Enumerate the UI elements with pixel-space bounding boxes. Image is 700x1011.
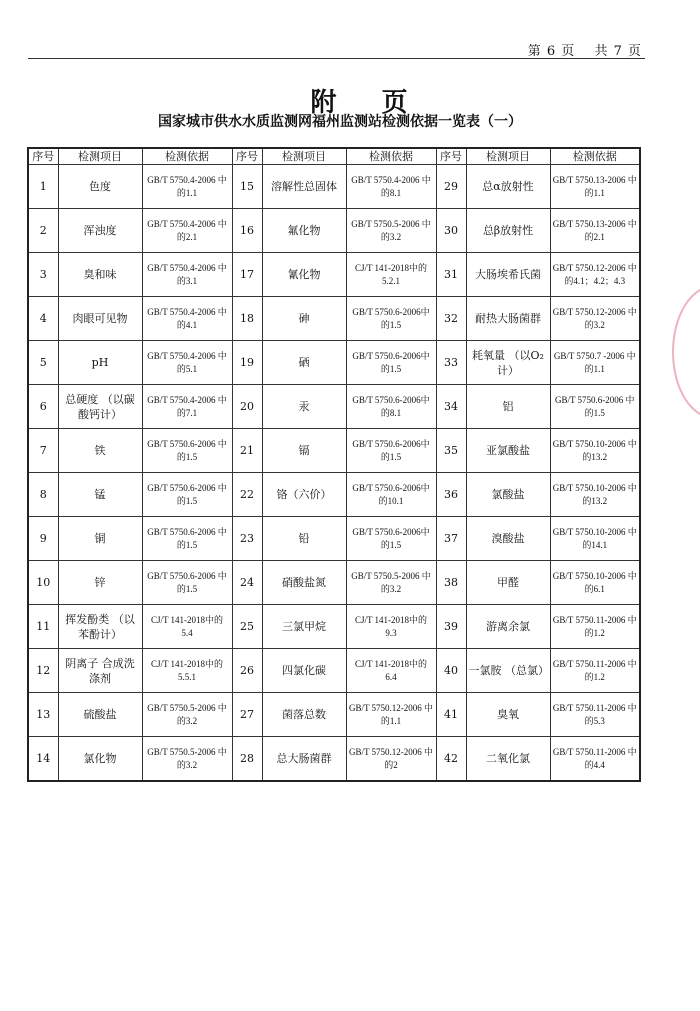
header-rule: [28, 58, 645, 59]
cell-basis: GB/T 5750.4-2006 中的1.1: [142, 165, 232, 209]
cell-basis: GB/T 5750.6-2006 中的1.5: [142, 429, 232, 473]
cell-test-item: 镉: [262, 429, 346, 473]
cell-basis: GB/T 5750.6-2006中 的1.5: [346, 517, 436, 561]
cell-test-item: 硝酸盐氮: [262, 561, 346, 605]
cell-number: 29: [436, 165, 466, 209]
cell-test-item: 一氯胺 （总氯）: [466, 649, 550, 693]
cell-number: 30: [436, 209, 466, 253]
cell-test-item: 菌落总数: [262, 693, 346, 737]
cell-test-item: 三氯甲烷: [262, 605, 346, 649]
cell-number: 38: [436, 561, 466, 605]
table-row: [28, 737, 640, 782]
header-no: 序号: [232, 148, 262, 165]
cell-test-item: 砷: [262, 297, 346, 341]
cell-number: 21: [232, 429, 262, 473]
cell-test-item: 臭氧: [466, 693, 550, 737]
cell-number: 40: [436, 649, 466, 693]
cell-number: 11: [28, 605, 58, 649]
cell-number: 39: [436, 605, 466, 649]
cell-test-item: 挥发酚类 （以苯酚计）: [58, 605, 142, 649]
cell-test-item: 臭和味: [58, 253, 142, 297]
cell-basis: GB/T 5750.5-2006 中的3.2: [142, 737, 232, 782]
header-no: 序号: [436, 148, 466, 165]
cell-basis: GB/T 5750.6-2006 中的1.5: [142, 561, 232, 605]
cell-basis: GB/T 5750.10-2006 中的14.1: [550, 517, 640, 561]
cell-test-item: 大肠埃希氏菌: [466, 253, 550, 297]
cell-basis: GB/T 5750.11-2006 中的1.2: [550, 605, 640, 649]
table-row: [28, 605, 640, 649]
cell-number: 33: [436, 341, 466, 385]
cell-test-item: 硒: [262, 341, 346, 385]
cell-test-item: pH: [58, 341, 142, 385]
cell-number: 23: [232, 517, 262, 561]
cell-test-item: 肉眼可见物: [58, 297, 142, 341]
cell-number: 9: [28, 517, 58, 561]
cell-number: 18: [232, 297, 262, 341]
table-row: [28, 341, 640, 385]
table-row: [28, 165, 640, 209]
cell-basis: GB/T 5750.4-2006 中的5.1: [142, 341, 232, 385]
header-item: 检测项目: [58, 148, 142, 165]
cell-number: 28: [232, 737, 262, 782]
cell-test-item: 总大肠菌群: [262, 737, 346, 782]
cell-basis: GB/T 5750.7 -2006 中的1.1: [550, 341, 640, 385]
table-header-row: [28, 148, 640, 165]
cell-basis: GB/T 5750.4-2006 中的3.1: [142, 253, 232, 297]
cell-number: 4: [28, 297, 58, 341]
cell-basis: GB/T 5750.6-2006 中的1.5: [142, 473, 232, 517]
cell-basis: GB/T 5750.6-2006中 的8.1: [346, 385, 436, 429]
cell-test-item: 铬（六价）: [262, 473, 346, 517]
cell-test-item: 氟化物: [262, 209, 346, 253]
cell-test-item: 汞: [262, 385, 346, 429]
page-title: 附 页: [310, 88, 426, 118]
cell-basis: CJ/T 141-2018中的 5.5.1: [142, 649, 232, 693]
cell-number: 5: [28, 341, 58, 385]
cell-basis: GB/T 5750.10-2006 中的13.2: [550, 473, 640, 517]
cell-number: 12: [28, 649, 58, 693]
cell-number: 35: [436, 429, 466, 473]
page-current: 第 6 页: [527, 44, 576, 59]
cell-number: 10: [28, 561, 58, 605]
cell-number: 16: [232, 209, 262, 253]
cell-test-item: 铜: [58, 517, 142, 561]
cell-test-item: 总硬度 （以碳酸钙计）: [58, 385, 142, 429]
cell-number: 6: [28, 385, 58, 429]
cell-test-item: 游离余氯: [466, 605, 550, 649]
cell-basis: GB/T 5750.10-2006 中的13.2: [550, 429, 640, 473]
cell-number: 2: [28, 209, 58, 253]
cell-number: 14: [28, 737, 58, 782]
cell-basis: GB/T 5750.13-2006 中的2.1: [550, 209, 640, 253]
cell-basis: GB/T 5750.4-2006 中的4.1: [142, 297, 232, 341]
cell-basis: GB/T 5750.4-2006 中的2.1: [142, 209, 232, 253]
table-row: [28, 693, 640, 737]
cell-basis: GB/T 5750.5-2006 中的3.2: [142, 693, 232, 737]
cell-number: 27: [232, 693, 262, 737]
header-basis: 检测依据: [550, 148, 640, 165]
table-row: [28, 561, 640, 605]
cell-test-item: 亚氯酸盐: [466, 429, 550, 473]
cell-basis: CJ/T 141-2018中的 5.4: [142, 605, 232, 649]
table-row: [28, 517, 640, 561]
table-row: [28, 209, 640, 253]
official-seal: [672, 285, 700, 419]
cell-basis: GB/T 5750.11-2006 中的5.3: [550, 693, 640, 737]
cell-number: 34: [436, 385, 466, 429]
cell-basis: CJ/T 141-2018中的 6.4: [346, 649, 436, 693]
cell-basis: GB/T 5750.12-2006 中的1.1: [346, 693, 436, 737]
cell-basis: GB/T 5750.12-2006 中的3.2: [550, 297, 640, 341]
header-basis: 检测依据: [346, 148, 436, 165]
cell-test-item: 氰化物: [262, 253, 346, 297]
cell-basis: GB/T 5750.4-2006 中的7.1: [142, 385, 232, 429]
cell-basis: GB/T 5750.12-2006 中的4.1；4.2；4.3: [550, 253, 640, 297]
cell-basis: GB/T 5750.4-2006 中的8.1: [346, 165, 436, 209]
cell-number: 32: [436, 297, 466, 341]
cell-number: 26: [232, 649, 262, 693]
cell-number: 41: [436, 693, 466, 737]
cell-basis: GB/T 5750.6-2006中 的1.5: [346, 429, 436, 473]
cell-basis: GB/T 5750.5-2006 中的3.2: [346, 209, 436, 253]
cell-number: 37: [436, 517, 466, 561]
header-no: 序号: [28, 148, 58, 165]
cell-number: 17: [232, 253, 262, 297]
header-item: 检测项目: [262, 148, 346, 165]
cell-basis: GB/T 5750.6-2006 中的1.5: [550, 385, 640, 429]
cell-number: 24: [232, 561, 262, 605]
cell-test-item: 铅: [262, 517, 346, 561]
cell-number: 8: [28, 473, 58, 517]
table-row: [28, 253, 640, 297]
page-total: 共 7 页: [594, 44, 642, 59]
cell-number: 7: [28, 429, 58, 473]
cell-basis: GB/T 5750.6-2006中 的1.5: [346, 297, 436, 341]
cell-basis: GB/T 5750.12-2006 中的2: [346, 737, 436, 782]
cell-test-item: 氯酸盐: [466, 473, 550, 517]
cell-number: 15: [232, 165, 262, 209]
cell-test-item: 耗氧量 （以O₂计）: [466, 341, 550, 385]
header-item: 检测项目: [466, 148, 550, 165]
cell-test-item: 溴酸盐: [466, 517, 550, 561]
cell-basis: CJ/T 141-2018中的 9.3: [346, 605, 436, 649]
cell-test-item: 色度: [58, 165, 142, 209]
cell-number: 22: [232, 473, 262, 517]
cell-number: 13: [28, 693, 58, 737]
cell-basis: GB/T 5750.11-2006 中的4.4: [550, 737, 640, 782]
table-title: 国家城市供水水质监测网福州监测站检测依据一览表（一）: [158, 114, 522, 130]
table-row: [28, 473, 640, 517]
cell-test-item: 总β放射性: [466, 209, 550, 253]
cell-basis: GB/T 5750.5-2006 中的3.2: [346, 561, 436, 605]
cell-number: 19: [232, 341, 262, 385]
cell-basis: GB/T 5750.13-2006 中的1.1: [550, 165, 640, 209]
table-row: [28, 429, 640, 473]
cell-test-item: 阴离子 合成洗涤剂: [58, 649, 142, 693]
cell-test-item: 四氯化碳: [262, 649, 346, 693]
cell-basis: CJ/T 141-2018中的 5.2.1: [346, 253, 436, 297]
cell-number: 25: [232, 605, 262, 649]
basis-table: [27, 147, 641, 782]
cell-test-item: 耐热大肠菌群: [466, 297, 550, 341]
cell-test-item: 硫酸盐: [58, 693, 142, 737]
header-basis: 检测依据: [142, 148, 232, 165]
cell-test-item: 浑浊度: [58, 209, 142, 253]
cell-test-item: 氯化物: [58, 737, 142, 782]
cell-number: 20: [232, 385, 262, 429]
cell-test-item: 锌: [58, 561, 142, 605]
table-row: [28, 297, 640, 341]
cell-basis: GB/T 5750.10-2006 中的6.1: [550, 561, 640, 605]
cell-test-item: 二氧化氯: [466, 737, 550, 782]
cell-number: 31: [436, 253, 466, 297]
cell-test-item: 总α放射性: [466, 165, 550, 209]
cell-basis: GB/T 5750.6-2006中 的10.1: [346, 473, 436, 517]
cell-test-item: 甲醛: [466, 561, 550, 605]
page-number: [514, 40, 642, 59]
table-body: [28, 165, 640, 782]
table-row: [28, 385, 640, 429]
cell-basis: GB/T 5750.6-2006 中的1.5: [142, 517, 232, 561]
cell-number: 3: [28, 253, 58, 297]
cell-test-item: 溶解性总固体: [262, 165, 346, 209]
cell-basis: GB/T 5750.6-2006中 的1.5: [346, 341, 436, 385]
cell-number: 1: [28, 165, 58, 209]
cell-number: 36: [436, 473, 466, 517]
cell-basis: GB/T 5750.11-2006 中的1.2: [550, 649, 640, 693]
cell-test-item: 铁: [58, 429, 142, 473]
table-row: [28, 649, 640, 693]
cell-number: 42: [436, 737, 466, 782]
cell-test-item: 锰: [58, 473, 142, 517]
cell-test-item: 铝: [466, 385, 550, 429]
